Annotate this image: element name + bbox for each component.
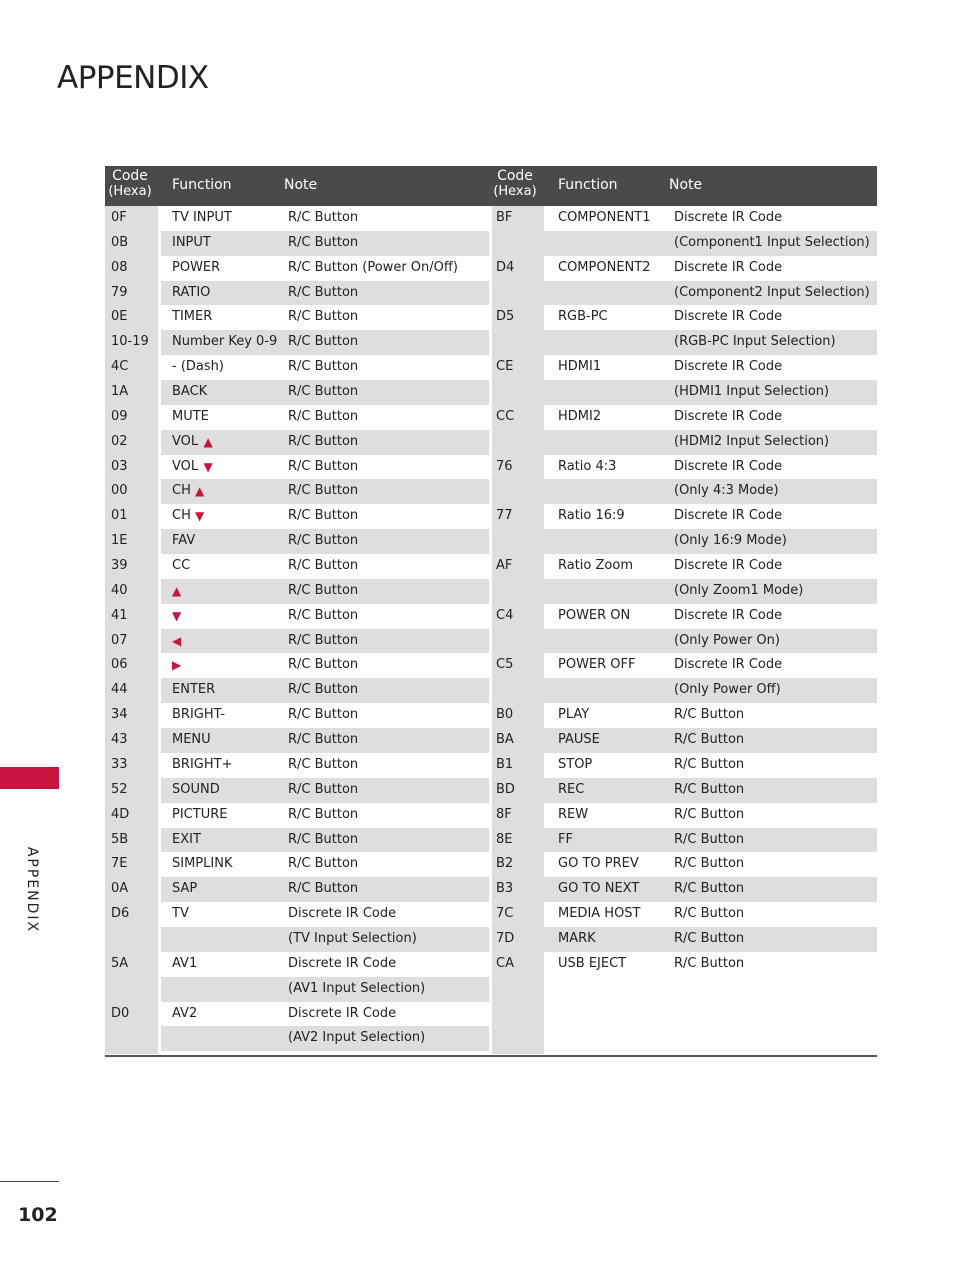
header-code-right [490,169,540,199]
note-cell: (Only Power On) [674,632,780,648]
code-cell: 44 [111,682,128,698]
table-row [105,952,489,977]
table-row [105,231,489,256]
table-row [489,902,877,927]
note-cell: Discrete IR Code [674,408,783,424]
table-row [105,678,489,703]
header-note-left: Note [284,177,318,193]
code-cell: 33 [111,756,128,772]
code-cell: 7C [496,906,514,922]
function-cell: BACK [172,384,208,400]
table-header [105,166,877,206]
function-cell: PAUSE [558,732,600,748]
table-row [105,852,489,877]
code-cell: 5A [111,955,129,971]
note-cell: Discrete IR Code [674,210,783,225]
function-cell: GO TO PREV [558,856,639,872]
note-cell: R/C Button [674,732,745,748]
function-cell: - (Dash) [172,359,224,375]
note-cell: (Component1 Input Selection) [674,234,870,250]
function-cell: FAV [172,533,196,549]
function-cell: TV INPUT [172,210,232,225]
table-row [105,380,489,405]
table-row [489,330,877,355]
triangle-down-icon: ▼ [203,459,213,474]
table-row [489,579,877,604]
note-cell: R/C Button [674,781,745,797]
code-cell: D5 [496,309,515,325]
table-row [105,753,489,778]
function-cell: AV1 [172,955,198,971]
function-cell: TV [172,906,189,922]
code-cell: 7E [111,856,128,872]
note-cell: (Only 4:3 Mode) [674,483,779,499]
code-cell: 00 [111,483,128,499]
note-cell: R/C Button [288,881,359,897]
table-row [489,504,877,529]
note-cell: R/C Button [288,508,359,524]
note-cell: R/C Button (Power On/Off) [288,259,458,275]
section-tab [0,767,59,789]
code-cell: CC [496,408,515,424]
triangle-up-icon: ▲ [195,484,205,499]
table-row [105,355,489,380]
function-cell: REC [558,781,585,797]
function-cell: REW [558,806,589,822]
page-title: APPENDIX [57,60,209,96]
table-row [105,554,489,579]
page-number: 102 [18,1204,58,1226]
code-cell: C4 [496,607,514,623]
code-cell: 39 [111,558,128,574]
triangle-right-icon: ▶ [172,658,182,673]
table-row [489,952,877,977]
table-row [105,803,489,828]
function-cell: PICTURE [172,806,228,822]
table-row [105,604,489,629]
note-cell: R/C Button [288,359,359,375]
table-row [105,778,489,803]
header-code-label: Code [497,168,533,184]
code-cell: 0E [111,309,128,325]
code-cell: 4D [111,806,130,822]
side-section-label: APPENDIX [24,846,40,934]
function-cell: VOL [172,458,199,474]
code-cell: 41 [111,607,128,623]
note-cell: R/C Button [674,756,745,772]
function-cell: MENU [172,732,211,748]
ir-code-table [105,166,877,1057]
code-cell: 5B [111,831,129,847]
code-cell: 8E [496,831,513,847]
table-row [489,355,877,380]
function-cell: POWER ON [558,607,631,623]
code-cell: 34 [111,707,128,723]
table-row [489,728,877,753]
code-cell: CA [496,955,514,971]
note-cell: R/C Button [288,707,359,723]
note-cell: R/C Button [288,433,359,449]
function-cell: POWER [172,259,221,275]
table-row [105,281,489,306]
function-cell: HDMI1 [558,359,602,375]
table-row [105,653,489,678]
note-cell: R/C Button [674,955,745,971]
column-divider [158,206,161,1054]
table-row [489,231,877,256]
code-cell: C5 [496,657,514,673]
table-bottom-rule [105,1055,877,1057]
code-cell: 08 [111,259,128,275]
table-row [489,206,877,231]
note-cell: R/C Button [288,756,359,772]
table-row [105,405,489,430]
table-row [105,828,489,853]
function-cell: FF [558,831,573,847]
table-row [489,455,877,480]
table-row [489,479,877,504]
table-row [105,1002,489,1027]
code-cell: B1 [496,756,514,772]
note-cell: R/C Button [674,881,745,897]
column-divider [489,206,492,1054]
table-row [489,778,877,803]
note-cell: R/C Button [674,806,745,822]
note-cell: R/C Button [288,284,359,300]
header-code-left [105,169,155,199]
table-row [489,703,877,728]
function-cell: BRIGHT+ [172,756,233,772]
function-cell: HDMI2 [558,408,602,424]
code-cell: 52 [111,781,128,797]
code-cell: 10-19 [111,334,149,350]
code-cell: 07 [111,632,128,648]
note-cell: R/C Button [674,831,745,847]
function-cell: RATIO [172,284,211,300]
code-cell: D0 [111,1005,130,1021]
code-cell: 77 [496,508,513,524]
table-row [489,380,877,405]
note-cell: (HDMI1 Input Selection) [674,384,830,400]
header-note-right: Note [669,177,703,193]
table-row [105,728,489,753]
table-row [489,405,877,430]
header-function-left: Function [172,177,232,193]
table-row [489,281,877,306]
triangle-down-icon: ▼ [172,608,182,623]
note-cell: R/C Button [288,408,359,424]
table-row [105,902,489,927]
code-cell: B2 [496,856,514,872]
function-cell: BRIGHT- [172,707,226,723]
code-cell: 4C [111,359,129,375]
note-cell: R/C Button [288,582,359,598]
note-cell: Discrete IR Code [674,558,783,574]
code-cell: D6 [111,906,130,922]
table-row [105,206,489,231]
note-cell: Discrete IR Code [674,657,783,673]
code-cell: CE [496,359,514,375]
note-cell: (HDMI2 Input Selection) [674,433,830,449]
function-cell: MEDIA HOST [558,906,641,922]
header-code-sub: (Hexa) [493,184,537,199]
function-cell: Ratio Zoom [558,558,633,574]
note-cell: R/C Button [288,682,359,698]
function-cell: Ratio 16:9 [558,508,625,524]
note-cell: (TV Input Selection) [288,930,417,946]
function-cell: SOUND [172,781,220,797]
table-row [105,877,489,902]
header-function-right: Function [558,177,618,193]
table-row [489,753,877,778]
header-code-label: Code [112,168,148,184]
note-cell: R/C Button [674,707,745,723]
code-cell: 76 [496,458,513,474]
table-row [105,529,489,554]
function-cell: SAP [172,881,198,897]
code-cell: 0A [111,881,129,897]
code-cell: 0F [111,210,127,225]
code-cell: B0 [496,707,514,723]
table-row [489,877,877,902]
header-code-sub: (Hexa) [108,184,152,199]
note-cell: R/C Button [674,856,745,872]
table-row [105,430,489,455]
code-cell: BA [496,732,514,748]
note-cell: R/C Button [288,856,359,872]
table-row [105,305,489,330]
table-row [489,803,877,828]
table-row [489,604,877,629]
note-cell: R/C Button [288,234,359,250]
code-cell: 1E [111,533,128,549]
code-cell: 79 [111,284,128,300]
table-row [489,629,877,654]
function-cell: CH [172,508,191,524]
note-cell: (RGB-PC Input Selection) [674,334,836,350]
code-cell: 1A [111,384,129,400]
note-cell: R/C Button [288,483,359,499]
code-cell: BF [496,210,513,225]
note-cell: R/C Button [674,906,745,922]
function-cell: MARK [558,930,596,946]
function-cell: MUTE [172,408,209,424]
function-cell: SIMPLINK [172,856,233,872]
table-row [105,479,489,504]
code-cell: BD [496,781,515,797]
function-cell: USB EJECT [558,955,627,971]
code-cell: 01 [111,508,128,524]
note-cell: Discrete IR Code [288,955,397,971]
function-cell: AV2 [172,1005,198,1021]
function-cell: TIMER [172,309,213,325]
table-row [105,927,489,952]
table-row [489,828,877,853]
note-cell: (AV2 Input Selection) [288,1030,426,1046]
table-row [105,977,489,1002]
note-cell: (Only 16:9 Mode) [674,533,787,549]
code-cell: 09 [111,408,128,424]
note-cell: Discrete IR Code [674,508,783,524]
note-cell: (Component2 Input Selection) [674,284,870,300]
function-cell: STOP [558,756,593,772]
table-row [105,256,489,281]
note-cell: Discrete IR Code [674,309,783,325]
table-row [105,703,489,728]
table-row [105,330,489,355]
note-cell: R/C Button [288,309,359,325]
triangle-up-icon: ▲ [172,583,182,598]
note-cell: Discrete IR Code [674,458,783,474]
table-row [105,1026,489,1051]
function-cell: CC [172,558,191,574]
table-row [489,256,877,281]
table-row [105,629,489,654]
table-row [105,504,489,529]
table-row [489,927,877,952]
note-cell: R/C Button [288,210,359,225]
table-row [489,678,877,703]
code-cell: 03 [111,458,128,474]
note-cell: Discrete IR Code [674,259,783,275]
function-cell: PLAY [558,707,590,723]
code-cell: D4 [496,259,515,275]
note-cell: R/C Button [288,558,359,574]
function-cell: Ratio 4:3 [558,458,617,474]
table-row [489,852,877,877]
table-row [489,529,877,554]
note-cell: R/C Button [288,732,359,748]
code-cell: B3 [496,881,514,897]
note-cell: (Only Zoom1 Mode) [674,582,804,598]
note-cell: R/C Button [288,781,359,797]
code-cell: 43 [111,732,128,748]
function-cell: CH [172,483,191,499]
table-row [489,554,877,579]
note-cell: R/C Button [288,384,359,400]
note-cell: R/C Button [288,831,359,847]
function-cell: ENTER [172,682,216,698]
triangle-down-icon: ▼ [195,509,205,524]
note-cell: R/C Button [288,607,359,623]
note-cell: R/C Button [288,657,359,673]
function-cell: VOL [172,433,199,449]
code-cell: 8F [496,806,512,822]
function-cell: COMPONENT2 [558,259,651,275]
note-cell: R/C Button [288,533,359,549]
triangle-up-icon: ▲ [203,434,213,449]
note-cell: (AV1 Input Selection) [288,980,426,996]
function-cell: EXIT [172,831,201,847]
note-cell: Discrete IR Code [674,359,783,375]
function-cell: INPUT [172,234,211,250]
table-row [489,653,877,678]
triangle-left-icon: ◀ [172,633,182,648]
note-cell: R/C Button [288,806,359,822]
function-cell: POWER OFF [558,657,636,673]
note-cell: R/C Button [674,930,745,946]
note-cell: R/C Button [288,334,359,350]
code-cell: 40 [111,582,128,598]
function-cell: GO TO NEXT [558,881,640,897]
table-row [489,305,877,330]
code-cell: 02 [111,433,128,449]
footer-rule [0,1181,59,1182]
table-row [105,579,489,604]
code-cell: AF [496,558,513,574]
function-cell: Number Key 0-9 [172,334,278,350]
code-cell: 7D [496,930,515,946]
note-cell: R/C Button [288,458,359,474]
function-cell: RGB-PC [558,309,608,325]
table-row [489,430,877,455]
note-cell: Discrete IR Code [288,906,397,922]
note-cell: R/C Button [288,632,359,648]
note-cell: (Only Power Off) [674,682,781,698]
function-cell: COMPONENT1 [558,210,651,225]
table-row [105,455,489,480]
code-cell: 0B [111,234,129,250]
code-cell: 06 [111,657,128,673]
note-cell: Discrete IR Code [674,607,783,623]
note-cell: Discrete IR Code [288,1005,397,1021]
